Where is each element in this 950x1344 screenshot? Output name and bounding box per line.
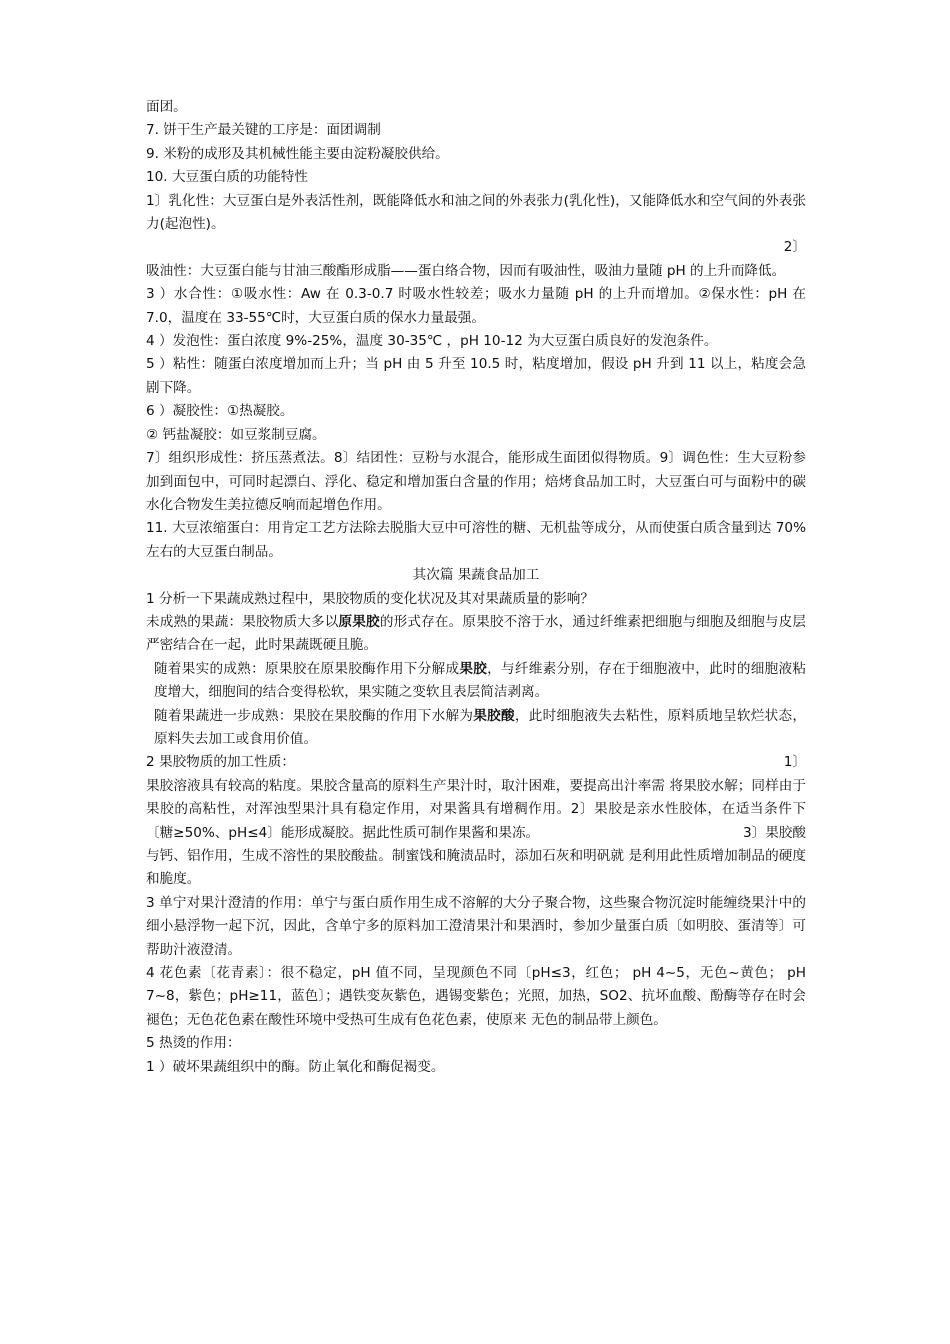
q1c-text: 随着果蔬进一步成熟：果胶在果胶酶的作用下水解为 bbox=[154, 707, 474, 724]
section-heading: 其次篇 果蔬食品加工 bbox=[412, 567, 540, 584]
q1a-bold: 原果胶 bbox=[338, 613, 380, 630]
document-page bbox=[146, 96, 806, 1079]
question-3: 3 单宁对果汁澄清的作用：单宁与蛋白质作用生成不溶解的大分子聚合物，这些聚合物沉淀时能缠绕果汁中的细小悬浮物一起下沉，因此，含单宁多的原料加工澄清果汁和果酒时，参加少量蛋白质〔如明胶、蛋清等〕可帮助汁液澄清。 bbox=[146, 894, 806, 958]
line-1: 面团。 bbox=[146, 99, 187, 115]
q1-answer-overripe bbox=[146, 705, 806, 752]
q1b-bold: 果胶 bbox=[459, 660, 488, 677]
q1c-bold: 果胶酸 bbox=[473, 707, 515, 724]
question-2 bbox=[146, 751, 806, 774]
oil-absorption: 吸油性：大豆蛋白能与甘油三酸酯形成脂——蛋白络合物，因而有吸油性，吸油力量随 pH 的上升而降低。 bbox=[146, 262, 786, 279]
q1-answer-unripe bbox=[146, 611, 806, 658]
viscosity: 5 ）粘性：随蛋白浓度增加而上升；当 pH 由 5 升至 10.5 时，粘度增加，假设 pH 升到 11 以上，粘度会急剧下降。 bbox=[146, 356, 806, 396]
emulsifying-text: 1〕乳化性：大豆蛋白是外表活性剂，既能降低水和油之间的外表张力(乳化性)，又能降低水和空气间的外表张力(起泡性)。 bbox=[146, 192, 806, 233]
item-2-marker: 2〕 bbox=[783, 239, 806, 256]
q1a-text: 未成熟的果蔬：果胶物质大多以 bbox=[146, 613, 339, 630]
q1b-text-2: ，与纤维素分别，存在于细胞液中，此时的细胞液粘度增大，细胞间的结合变得松软，果实随之变软且表层简洁剥离。 bbox=[154, 660, 807, 701]
q2-marker: 1〕 bbox=[783, 754, 806, 771]
q1b-text: 随着果实的成熟：原果胶在原果胶酶作用下分解成 bbox=[154, 660, 460, 677]
q2-answer bbox=[146, 775, 806, 845]
q1a-text-2: 的形式存在。原果胶不溶于水，通过纤维素把细胞与细胞及细胞与皮层严密结合在一起，此时果蔬既硬且脆。 bbox=[146, 613, 807, 654]
question-4: 4 花色素〔花青素〕：很不稳定，pH 值不同，呈现颜色不同〔pH≤3，红色； pH 4~5，无色~黄色； pH 7~8，紫色；pH≥11，蓝色〕；遇铁变灰紫色，遇锡变紫色；光照，加热，SO2、抗坏血酸、酚酶等存在时会褪色；无色花色素在酸性环境中受热可生成有色花色素，使原来 无色的制品带上颜色。 bbox=[146, 965, 806, 1028]
q1-answer-ripening bbox=[146, 658, 806, 705]
q2a-text: 果胶溶液具有较高的粘度。果胶含量高的原料生产果汁时，取汁困难，要提高出汁率需 将果胶水解；同样由于果胶的高粘性，对浑浊型果汁具有稳定作用，对果酱具有增稠作用。2〕果胶是亲水性胶体，在适当条件下〔糖≥50%、pH≤4〕能形成凝胶。据此性质可制作果酱和果冻。 bbox=[146, 777, 806, 841]
soy-concentrate: 11. 大豆浓缩蛋白：用肯定工艺方法除去脱脂大豆中可溶性的糖、无机盐等成分，从而使蛋白质含量到达 70%左右的大豆蛋白制品。 bbox=[146, 520, 806, 560]
line-7: 7. 饼干生产最关键的工序是：面团调制 bbox=[146, 122, 381, 139]
emulsifying-property bbox=[146, 190, 806, 260]
question-1: 1 分析一下果蔬成熟过程中，果胶物质的变化状况及其对果蔬质量的影响？ bbox=[146, 590, 594, 607]
texturizing: 7〕组织形成性：挤压蒸煮法。8〕结团性：豆粉与水混合，能形成生面团似得物质。9〕调色性：生大豆粉参加到面包中，可同时起漂白、浮化、稳定和增加蛋白含量的作用；焙烤食品加工时，大豆蛋白可与面粉中的碳水化合物发生美拉德反响而起增色作用。 bbox=[146, 450, 806, 513]
gelling: 6 ）凝胶性：①热凝胶。 bbox=[146, 403, 294, 420]
q2a-marker: 3〕果胶酸 bbox=[742, 824, 806, 841]
line-9: 9. 米粉的成形及其机械性能主要由淀粉凝胶供给。 bbox=[146, 145, 449, 162]
q1c-text-2: ，此时细胞液失去粘性，原料质地呈软烂状态，原料失去加工或食用价值。 bbox=[154, 707, 807, 747]
q5-answer: 1 ）破坏果蔬组织中的酶。防止氧化和酶促褐变。 bbox=[146, 1058, 445, 1075]
hydration: 3 ）水合性：①吸水性：Aw 在 0.3-0.7 时吸水性较差；吸水力量随 pH 的上升而增加。②保水性：pH 在 7.0，温度在 33-55℃时，大豆蛋白质的保水力量最强。 bbox=[146, 286, 806, 326]
q2-answer-cont: 与钙、铝作用，生成不溶性的果胶酸盐。制蜜饯和腌渍品时，添加石灰和明矾就 是利用此性质增加制品的硬度和脆度。 bbox=[146, 848, 806, 888]
question-5: 5 热烫的作用： bbox=[146, 1035, 241, 1052]
q2-text: 2 果胶物质的加工性质： bbox=[146, 754, 295, 771]
foaming: 4 ）发泡性：蛋白浓度 9%-25%，温度 30-35℃ ，pH 10-12 为大豆蛋白质良好的发泡条件。 bbox=[146, 333, 718, 350]
line-10-heading: 10. 大豆蛋白质的功能特性 bbox=[146, 169, 308, 186]
calcium-gel: ② 钙盐凝胶：如豆浆制豆腐。 bbox=[146, 426, 326, 443]
